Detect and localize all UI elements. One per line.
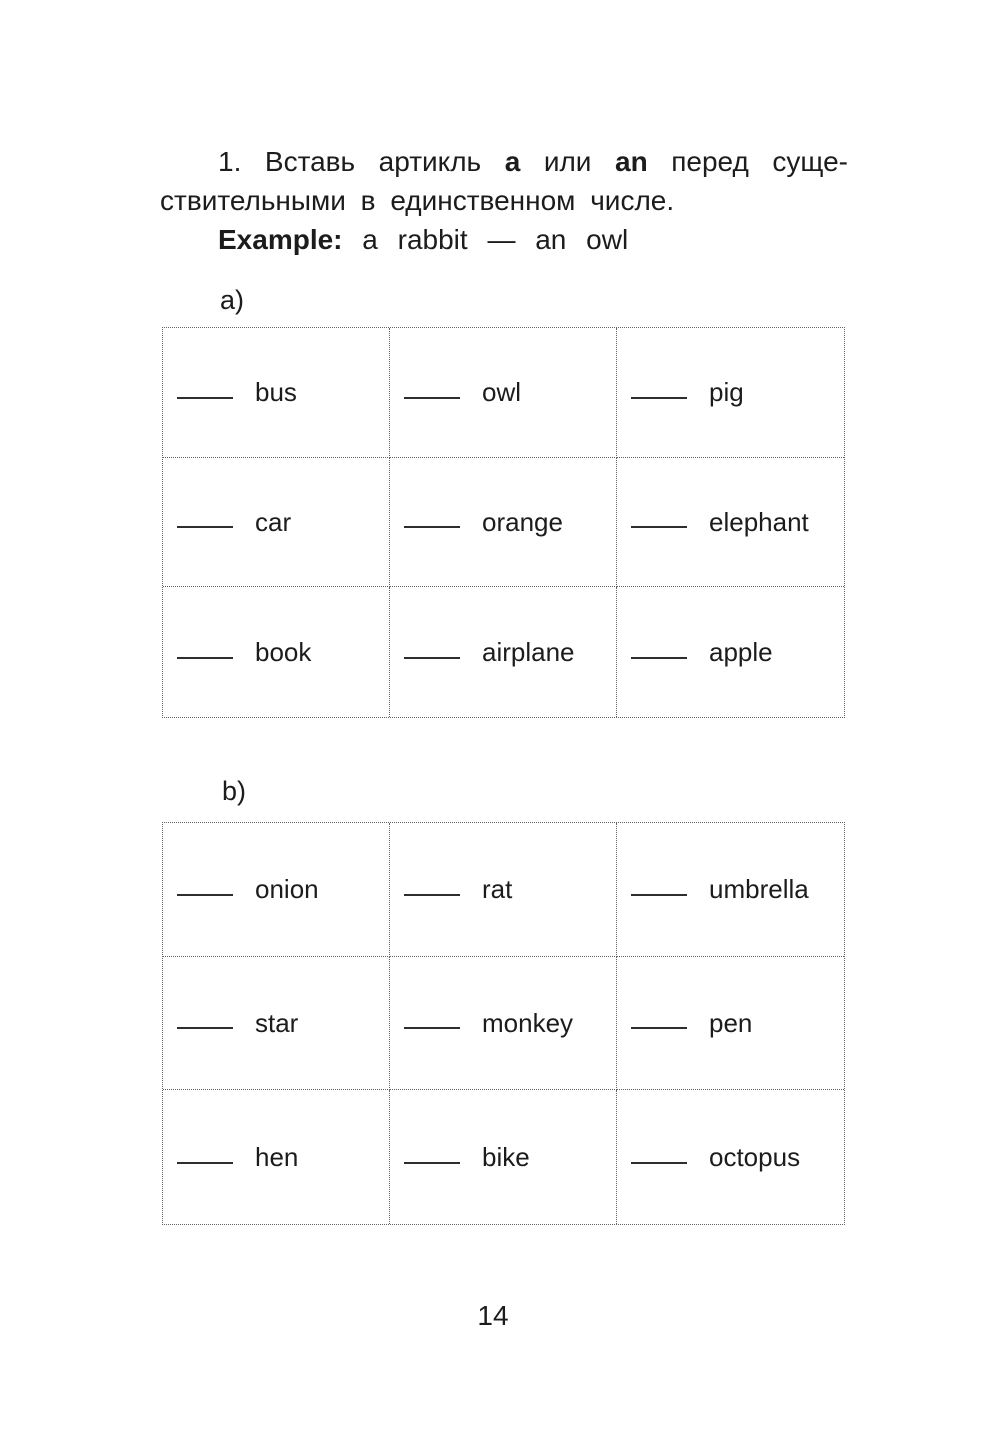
cell-word: airplane <box>482 637 575 668</box>
answer-blank-line <box>631 893 687 896</box>
answer-blank-line <box>177 1161 233 1164</box>
example-line <box>160 220 848 259</box>
grid-cell <box>390 957 617 1091</box>
answer-blank-line <box>404 396 460 399</box>
example-text: a rabbit — an owl <box>362 224 629 255</box>
answer-blank-line <box>404 656 460 659</box>
answer-blank-line <box>404 1026 460 1029</box>
cell-word: bus <box>255 377 297 408</box>
grid-cell <box>617 458 844 588</box>
grid-cell <box>617 823 844 957</box>
cell-word: star <box>255 1007 299 1038</box>
grid-cell <box>390 587 617 717</box>
example-label: Example: <box>218 224 343 255</box>
instruction-text: 1. Вставь артикль <box>218 146 482 177</box>
exercise-instruction <box>160 142 848 259</box>
cell-word: rat <box>482 874 513 905</box>
grid-section-a <box>162 327 845 718</box>
grid-section-b <box>162 822 845 1225</box>
cell-word: orange <box>482 506 563 537</box>
cell-word: monkey <box>482 1007 574 1038</box>
grid-cell <box>390 458 617 588</box>
cell-word: octopus <box>709 1142 801 1173</box>
answer-blank-line <box>177 656 233 659</box>
answer-blank-line <box>631 1026 687 1029</box>
answer-blank-line <box>404 525 460 528</box>
article-an-bold: an <box>615 146 648 177</box>
grid-cell <box>390 1090 617 1224</box>
answer-blank-line <box>404 1161 460 1164</box>
cell-word: onion <box>255 874 319 905</box>
grid-cell <box>617 328 844 458</box>
grid-cell <box>163 823 390 957</box>
grid-cell <box>163 587 390 717</box>
grid-cell <box>617 957 844 1091</box>
answer-blank-line <box>177 893 233 896</box>
answer-blank-line <box>631 396 687 399</box>
answer-blank-line <box>404 893 460 896</box>
cell-word: elephant <box>709 506 809 537</box>
cell-word: car <box>255 506 292 537</box>
page-number: 14 <box>477 1300 509 1331</box>
grid-cell <box>390 823 617 957</box>
instruction-text: перед суще- <box>671 146 848 177</box>
cell-word: hen <box>255 1142 299 1173</box>
grid-cell <box>163 458 390 588</box>
answer-blank-line <box>177 1026 233 1029</box>
answer-blank-line <box>631 525 687 528</box>
answer-blank-line <box>177 396 233 399</box>
instruction-line-1 <box>160 142 848 181</box>
grid-cell <box>163 328 390 458</box>
cell-word: apple <box>709 637 773 668</box>
grid-cell <box>163 957 390 1091</box>
cell-word: pen <box>709 1007 753 1038</box>
section-b-label: b) <box>222 776 247 806</box>
grid-cell <box>617 587 844 717</box>
article-a-bold: a <box>504 146 521 177</box>
answer-blank-line <box>631 1161 687 1164</box>
grid-cell <box>617 1090 844 1224</box>
cell-word: umbrella <box>709 874 809 905</box>
grid-cell <box>390 328 617 458</box>
grid-cell <box>163 1090 390 1224</box>
section-a-label: a) <box>220 285 245 315</box>
answer-blank-line <box>631 656 687 659</box>
cell-word: bike <box>482 1142 530 1173</box>
answer-blank-line <box>177 525 233 528</box>
cell-word: pig <box>709 377 744 408</box>
cell-word: book <box>255 637 312 668</box>
cell-word: owl <box>482 377 522 408</box>
instruction-text: или <box>543 146 592 177</box>
instruction-line-2: ствительными в единственном числе. <box>160 185 675 216</box>
